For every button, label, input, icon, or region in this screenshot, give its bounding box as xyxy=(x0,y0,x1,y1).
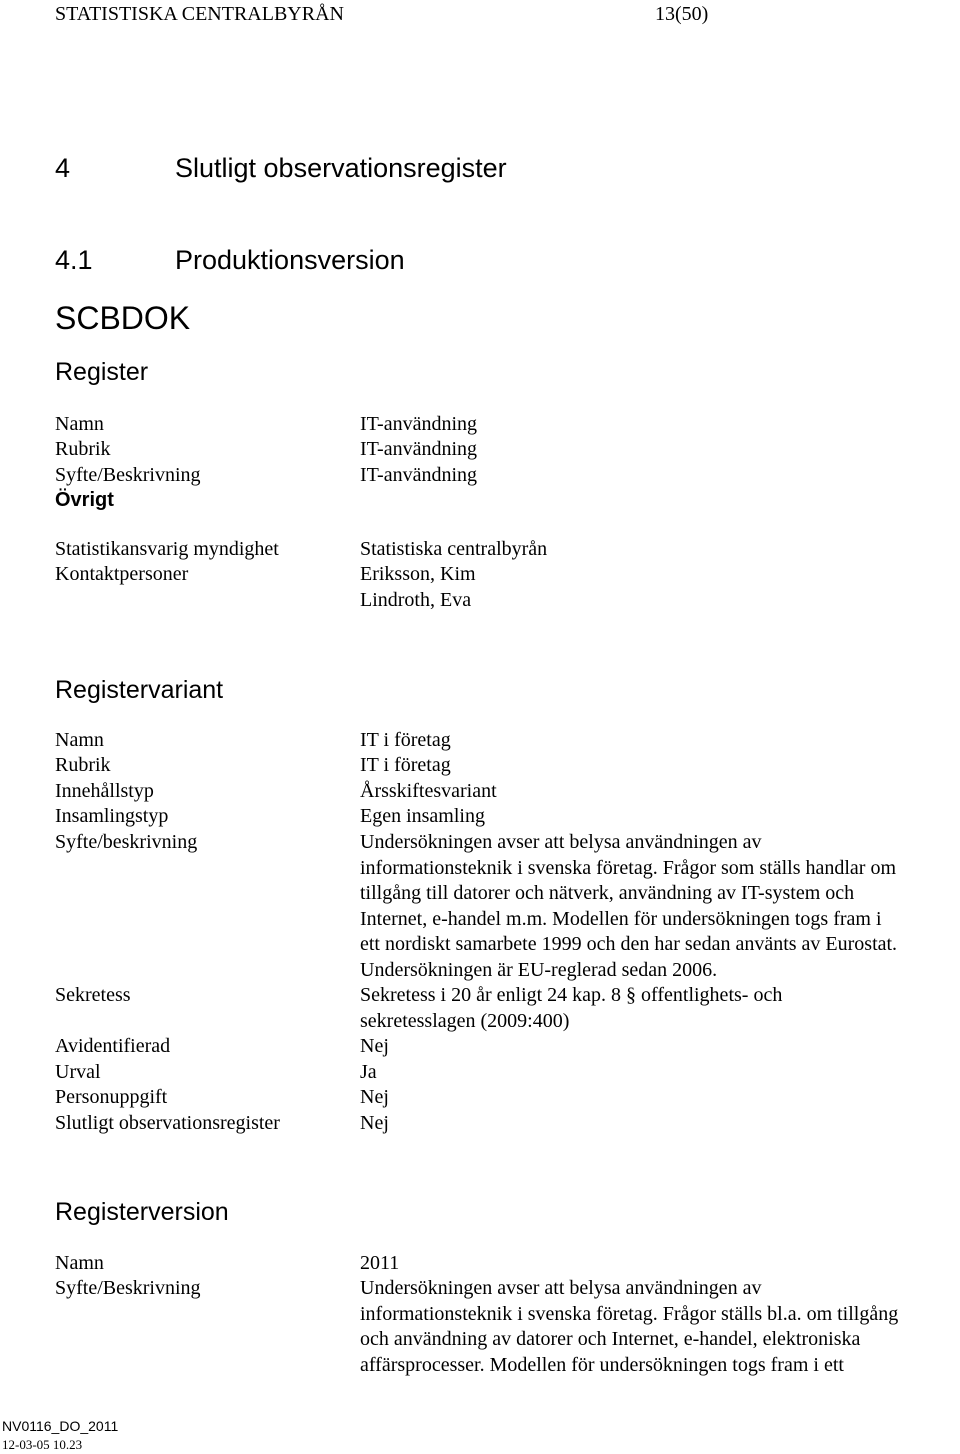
register-heading: Register xyxy=(55,358,149,386)
register-label-kontakt: Kontaktpersoner xyxy=(55,563,189,585)
variant-value-syfte-line: informationsteknik i svenska företag. Frågor som ställs handlar om xyxy=(360,857,897,879)
variant-value-syfte-line: Internet, e-handel m.m. Modellen för undersökningen togs fram i xyxy=(360,908,882,930)
variant-label-urval: Urval xyxy=(55,1061,101,1083)
register-value-myndighet: Statistiska centralbyrån xyxy=(360,538,548,560)
variant-label-rubrik: Rubrik xyxy=(55,754,111,776)
footer-date: 12-03-05 10.23 xyxy=(2,1437,83,1452)
register-value-syfte: IT-användning xyxy=(360,464,478,486)
page-number: 13(50) xyxy=(655,3,709,25)
variant-label-namn: Namn xyxy=(55,729,104,751)
version-value-namn: 2011 xyxy=(360,1252,400,1274)
version-value-syfte-line: och användning av datorer och Internet, e-handel, elektroniska xyxy=(360,1328,861,1350)
footer-doc-id: NV0116_DO_2011 xyxy=(2,1418,119,1434)
variant-label-syfte: Syfte/beskrivning xyxy=(55,831,198,853)
variant-label-insamlingstyp: Insamlingstyp xyxy=(55,805,169,827)
heading-section xyxy=(55,245,405,276)
version-value-syfte-line: Undersökningen avser att belysa användningen av xyxy=(360,1277,762,1299)
register-label-namn: Namn xyxy=(55,413,104,435)
variant-value-sekretess-line: Sekretess i 20 år enligt 24 kap. 8 § offentlighets- och xyxy=(360,984,783,1006)
scbdok-heading: SCBDOK xyxy=(55,300,191,336)
version-value-syfte-line: affärsprocesser. Modellen för undersökningen togs fram i ett xyxy=(360,1354,844,1376)
register-value-rubrik: IT-användning xyxy=(360,438,478,460)
version-value-syfte-line: informationsteknik i svenska företag. Frågor ställs bl.a. om tillgång xyxy=(360,1303,899,1325)
variant-label-sekretess: Sekretess xyxy=(55,984,131,1006)
register-value-kontakt-2: Lindroth, Eva xyxy=(360,589,472,611)
organization-name: STATISTISKA CENTRALBYRÅN xyxy=(55,3,344,25)
registerversion-heading: Registerversion xyxy=(55,1198,229,1226)
register-value-kontakt-1: Eriksson, Kim xyxy=(360,563,476,585)
variant-label-innehallstyp: Innehållstyp xyxy=(55,780,154,802)
variant-value-syfte-line: ett nordiskt samarbete 1999 och den har sedan använts av Eurostat. xyxy=(360,933,898,955)
variant-value-syfte-line: Undersökningen avser att belysa användningen av xyxy=(360,831,762,853)
heading-section-title: Produktionsversion xyxy=(175,245,405,275)
variant-value-avidentifierad: Nej xyxy=(360,1035,389,1057)
version-label-namn: Namn xyxy=(55,1252,104,1274)
variant-value-sekretess-line: sekretesslagen (2009:400) xyxy=(360,1010,570,1032)
version-label-syfte: Syfte/Beskrivning xyxy=(55,1277,201,1299)
variant-value-urval: Ja xyxy=(360,1061,377,1083)
registervariant-heading: Registervariant xyxy=(55,676,224,704)
variant-value-insamlingstyp: Egen insamling xyxy=(360,805,485,827)
variant-value-personuppgift: Nej xyxy=(360,1086,389,1108)
heading-section-number: 4.1 xyxy=(55,245,93,275)
variant-value-namn: IT i företag xyxy=(360,729,451,751)
variant-label-avidentifierad: Avidentifierad xyxy=(55,1035,171,1057)
register-value-namn: IT-användning xyxy=(360,413,478,435)
register-label-myndighet: Statistikansvarig myndighet xyxy=(55,538,279,560)
heading-chapter-title: Slutligt observationsregister xyxy=(175,153,507,183)
register-label-rubrik: Rubrik xyxy=(55,438,111,460)
page-header xyxy=(55,3,709,26)
variant-label-personuppgift: Personuppgift xyxy=(55,1086,168,1108)
variant-value-slutligt: Nej xyxy=(360,1112,389,1134)
variant-value-syfte-line: tillgång till datorer och nätverk, användning av IT-system och xyxy=(360,882,855,904)
variant-value-rubrik: IT i företag xyxy=(360,754,451,776)
register-label-ovrigt: Övrigt xyxy=(55,489,114,511)
heading-chapter xyxy=(55,153,507,184)
register-label-syfte: Syfte/Beskrivning xyxy=(55,464,201,486)
variant-value-innehallstyp: Årsskiftesvariant xyxy=(360,780,497,802)
variant-label-slutligt: Slutligt observationsregister xyxy=(55,1112,280,1134)
variant-value-syfte-line: Undersökningen är EU-reglerad sedan 2006. xyxy=(360,959,718,981)
heading-chapter-number: 4 xyxy=(55,153,71,183)
